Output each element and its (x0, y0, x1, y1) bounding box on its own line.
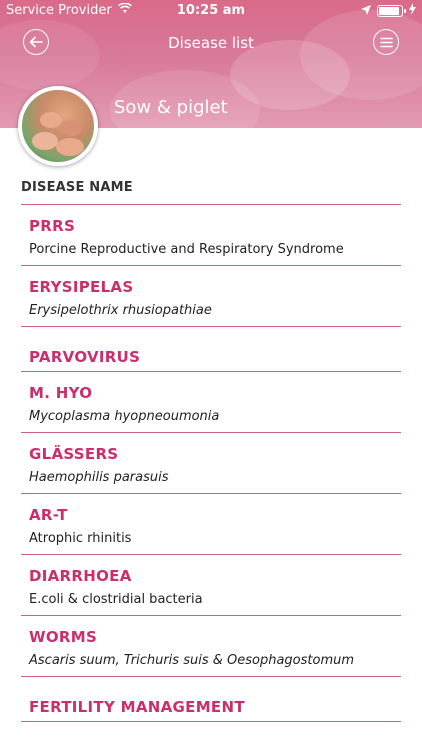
disease-name: FERTILITY MANAGEMENT (29, 698, 245, 716)
status-right (361, 3, 416, 18)
disease-name: AR-T (29, 506, 68, 524)
page-title: Disease list (168, 34, 254, 52)
disease-row-ar-t[interactable] (21, 493, 401, 554)
disease-row-erysipelas[interactable] (21, 265, 401, 326)
disease-name: PRRS (29, 217, 76, 235)
menu-icon (380, 33, 393, 52)
list-end-divider (21, 721, 401, 737)
disease-row-worms[interactable] (21, 615, 401, 676)
disease-name: ERYSIPELAS (29, 278, 134, 296)
battery-icon (377, 5, 403, 17)
disease-description: Haemophilis parasuis (29, 470, 169, 485)
disease-row-fertility-management[interactable] (21, 676, 401, 721)
disease-description: Ascaris suum, Trichuris suis & Oesophagostomum (29, 653, 355, 668)
category-avatar (18, 86, 98, 166)
disease-description: E.coli & clostridial bacteria (29, 592, 203, 607)
disease-name: M. HYO (29, 384, 93, 402)
disease-description: Mycoplasma hyopneoumonia (29, 409, 220, 424)
column-header: DISEASE NAME (21, 180, 133, 195)
disease-name: DIARRHOEA (29, 567, 132, 585)
status-bar (0, 0, 422, 22)
disease-row-m-hyo[interactable] (21, 371, 401, 432)
disease-name: WORMS (29, 628, 98, 646)
disease-name: PARVOVIRUS (29, 348, 141, 366)
category-name: Sow & piglet (114, 97, 228, 118)
status-time: 10:25 am (176, 3, 246, 18)
disease-description: Atrophic rhinitis (29, 531, 132, 546)
charging-icon (409, 3, 416, 18)
disease-row-parvovirus[interactable] (21, 326, 401, 371)
disease-name: GLÄSSERS (29, 445, 119, 463)
disease-description: Erysipelothrix rhusiopathiae (29, 303, 212, 318)
carrier-label: Service Provider (6, 3, 112, 18)
disease-row-glassers[interactable] (21, 432, 401, 493)
disease-description: Porcine Reproductive and Respiratory Syndrome (29, 242, 344, 257)
location-arrow-icon (361, 4, 371, 18)
background-photo-shape (0, 20, 100, 90)
disease-row-diarrhoea[interactable] (21, 554, 401, 615)
disease-row-prrs[interactable] (21, 204, 401, 265)
disease-list (21, 204, 401, 737)
menu-button[interactable] (373, 29, 399, 55)
